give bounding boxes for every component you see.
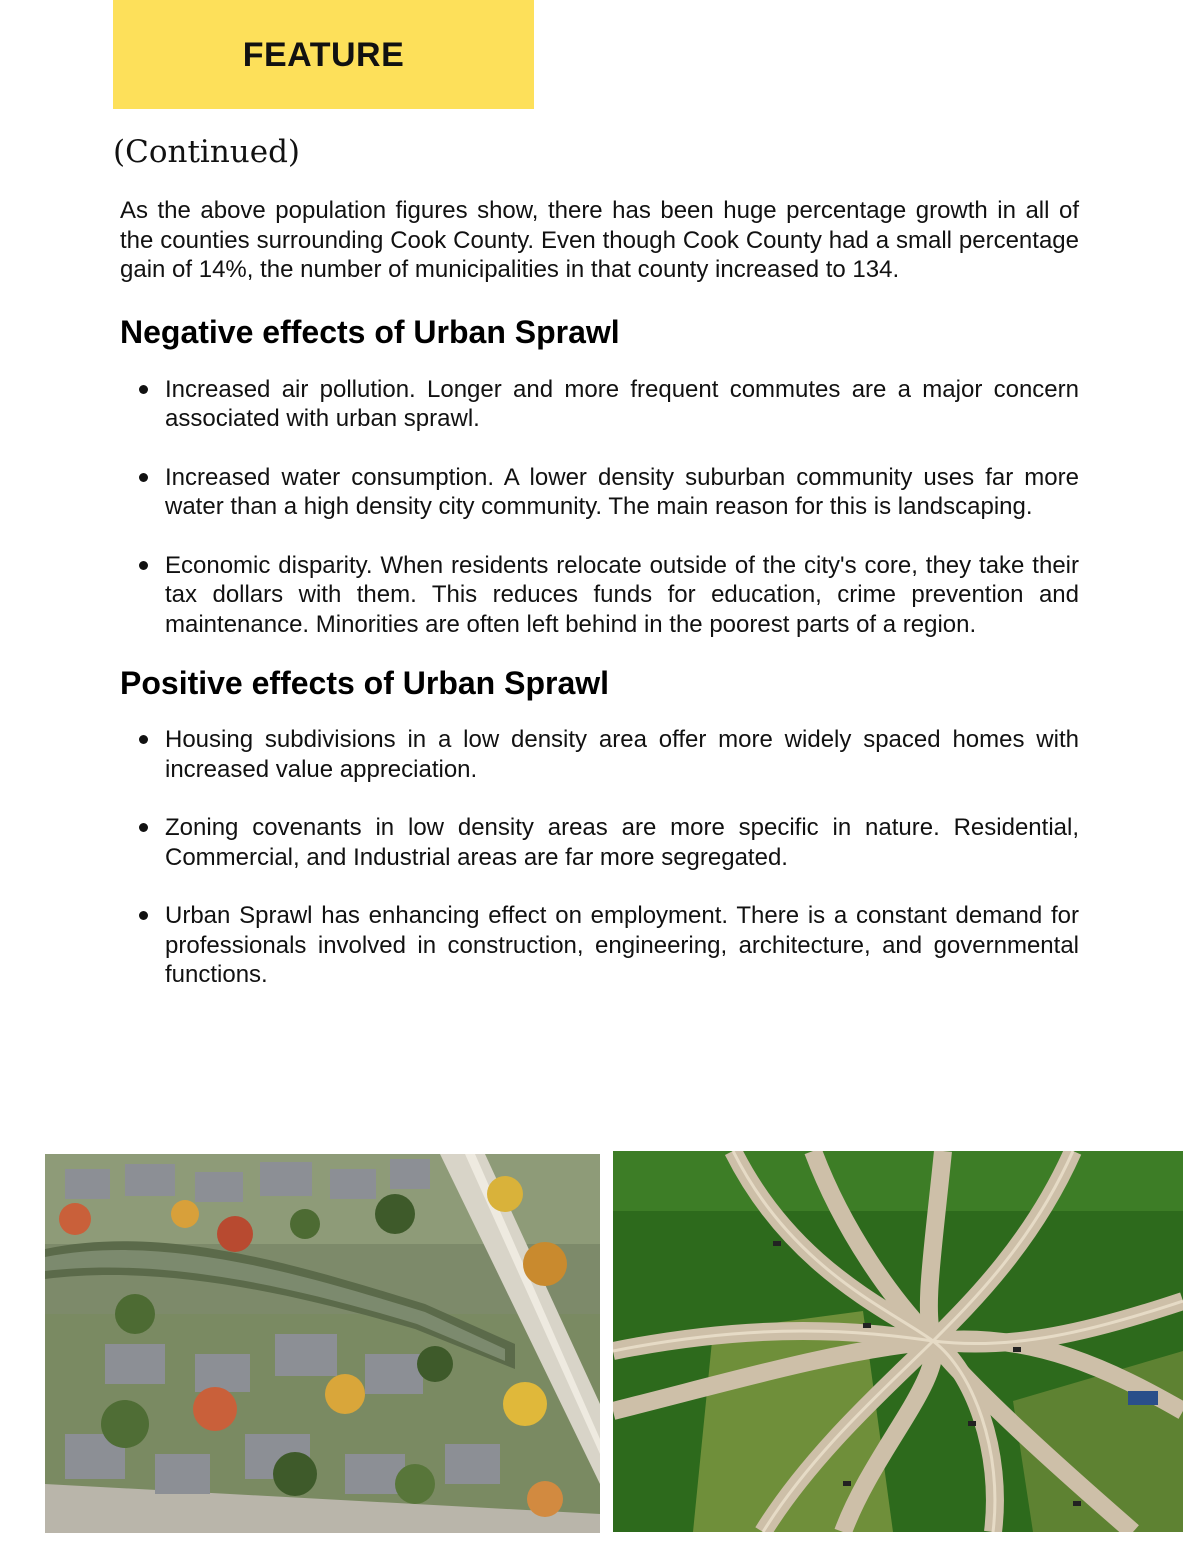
intro-paragraph: As the above population figures show, there has been huge percentage growth in all of the counties surrounding Cook County. Even though Cook County had a small percentage gain of 14%, the number of municipalities in that county increased to 134. [120, 197, 1079, 283]
bullet-icon [139, 561, 148, 570]
highway-illustration [613, 1151, 1183, 1532]
feature-tab [113, 0, 534, 109]
list-item [165, 551, 1079, 640]
bullet-icon [139, 823, 148, 832]
positive-heading: Positive effects of Urban Sprawl [120, 665, 610, 701]
positive-list [120, 725, 1079, 990]
list-item-text: Increased air pollution. Longer and more frequent commutes are a major concern associated with urban sprawl. [165, 375, 1079, 432]
list-item [165, 725, 1079, 784]
list-item-text: Urban Sprawl has enhancing effect on employment. There is a constant demand for professionals involved in construction, engineering, architecture, and governmental functions. [165, 902, 1079, 988]
bullet-icon [139, 735, 148, 744]
article-body [120, 196, 1079, 990]
list-item [165, 813, 1079, 872]
negative-list [120, 375, 1079, 640]
list-item-text: Zoning covenants in low density areas are more specific in nature. Residential, Commercial, and Industrial areas are far more segregated. [165, 814, 1079, 871]
list-item-text: Increased water consumption. A lower density suburban community uses far more water than a high density city community. The main reason for this is landscaping. [165, 463, 1079, 520]
list-item-text: Housing subdivisions in a low density area offer more widely spaced homes with increased value appreciation. [165, 726, 1079, 783]
list-item [165, 901, 1079, 990]
list-item [165, 463, 1079, 522]
suburb-illustration [45, 1154, 600, 1533]
bullet-icon [139, 911, 148, 920]
feature-label: FEATURE [242, 36, 405, 74]
bullet-icon [139, 385, 148, 394]
list-item [165, 375, 1079, 434]
negative-heading: Negative effects of Urban Sprawl [120, 313, 620, 350]
continued-label: (Continued) [113, 134, 301, 170]
bullet-icon [139, 473, 148, 482]
list-item-text: Economic disparity. When residents relocate outside of the city's core, they take their tax dollars with them. This reduces funds for education, crime prevention and maintenance. Minorities are often left behind in the poorest parts of a region. [165, 551, 1079, 638]
highway-interchange-photo [613, 1151, 1183, 1532]
aerial-suburb-photo [45, 1154, 600, 1533]
